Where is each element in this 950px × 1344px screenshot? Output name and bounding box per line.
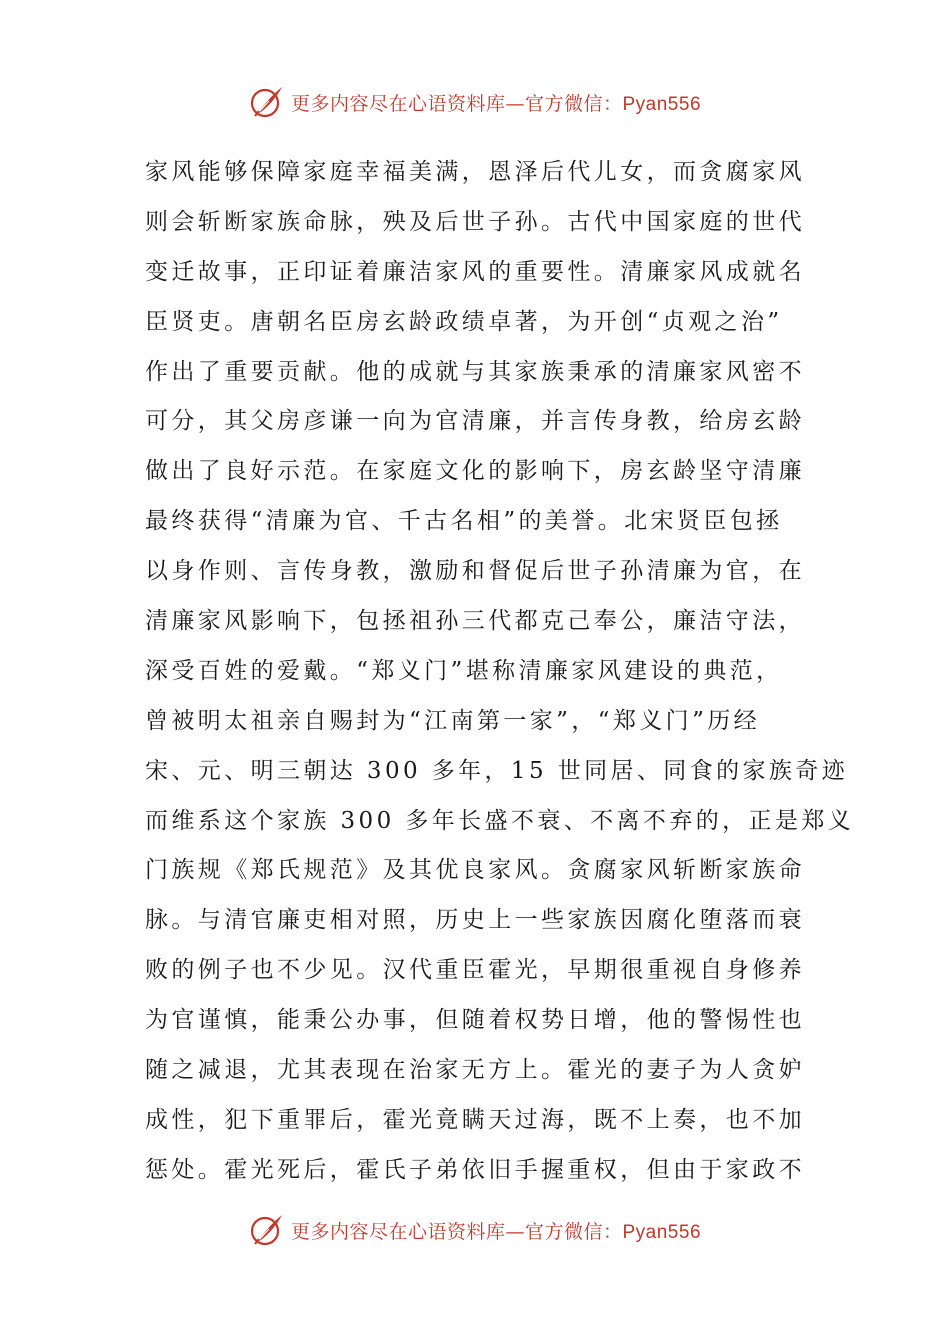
text-line: 曾被明太祖亲自赐封为“江南第一家”，“郑义门”历经 [145, 707, 761, 734]
quill-pen-logo-icon [249, 1212, 285, 1248]
text-line: 门族规《郑氏规范》及其优良家风。贪腐家风斩断家族命 [145, 857, 805, 884]
text-line: 臣贤吏。唐朝名臣房玄龄政绩卓著，为开创“贞观之治” [145, 308, 783, 335]
text-line: 随之减退，尤其表现在治家无方上。霍光的妻子为人贪妒 [145, 1057, 805, 1084]
footer-wechat-id: Pyan556 [622, 1221, 702, 1243]
text-line: 成性，犯下重罪后，霍光竟瞒天过海，既不上奏，也不加 [145, 1106, 805, 1133]
text-line: 惩处。霍光死后，霍氏子弟依旧手握重权，但由于家政不 [145, 1156, 805, 1183]
text-line: 家风能够保障家庭幸福美满，恩泽后代儿女，而贪腐家风 [145, 159, 805, 185]
header-banner [0, 82, 950, 122]
quill-pen-logo-icon [249, 84, 285, 120]
text-line: 为官谨慎，能秉公办事，但随着权势日增，他的警惕性也 [145, 1007, 805, 1034]
text-line: 以身作则、言传身教，激励和督促后世子孙清廉为官，在 [145, 558, 805, 585]
text-line: 变迁故事，正印证着廉洁家风的重要性。清廉家风成就名 [145, 258, 805, 285]
document-body [145, 148, 855, 1196]
footer-text: 更多内容尽在心语资料库—官方微信：Pyan556 [290, 1220, 702, 1243]
text-line: 作出了重要贡献。他的成就与其家族秉承的清廉家风密不 [145, 358, 805, 385]
text-line: 深受百姓的爱戴。“郑义门”堪称清廉家风建设的典范， [145, 657, 783, 684]
text-line: 最终获得“清廉为官、千古名相”的美誉。北宋贤臣包拯 [145, 508, 783, 535]
header-text: 更多内容尽在心语资料库—官方微信：Pyan556 [290, 92, 702, 115]
text-line: 脉。与清官廉吏相对照，历史上一些家族因腐化堕落而衰 [145, 907, 805, 934]
text-line: 可分，其父房彦谦一向为官清廉，并言传身教，给房玄龄 [145, 408, 805, 435]
text-line: 而维系这个家族 300 多年长盛不衰、不离不弃的，正是郑义 [145, 807, 855, 834]
header-wechat-id: Pyan556 [622, 93, 702, 115]
text-line: 宋、元、明三朝达 300 多年，15 世同居、同食的家族奇迹 [145, 757, 849, 784]
text-line: 则会斩断家族命脉，殃及后世子孙。古代中国家庭的世代 [145, 208, 805, 235]
text-line: 败的例子也不少见。汉代重臣霍光，早期很重视自身修养 [145, 957, 805, 984]
footer-banner [0, 1210, 950, 1250]
text-line: 清廉家风影响下，包拯祖孙三代都克己奉公，廉洁守法， [145, 608, 805, 635]
text-line: 做出了良好示范。在家庭文化的影响下，房玄龄坚守清廉 [145, 458, 805, 485]
